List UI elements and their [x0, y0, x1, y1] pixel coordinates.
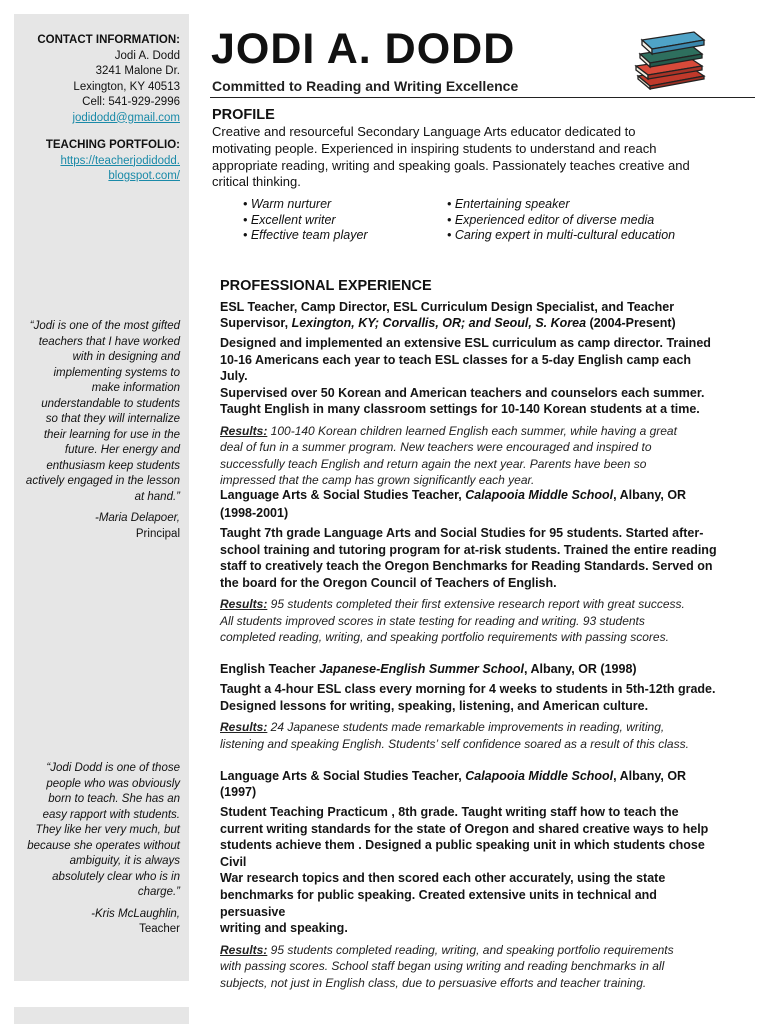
- desc-line: Supervised over 50 Korean and American teachers and counselors each summer.: [220, 385, 705, 400]
- job-results: [220, 423, 720, 489]
- desc-line: Student Teaching Practicum , 8th grade. Taught writing staff how to teach the: [220, 805, 679, 819]
- quote-line: “Jodi Dodd is one of those: [46, 762, 180, 774]
- job-results: [220, 719, 720, 752]
- job-description: [220, 335, 720, 418]
- contact-city: Lexington, KY 40513: [73, 80, 180, 93]
- quote-role: Teacher: [139, 923, 180, 935]
- desc-line: 10-16 Americans each year to teach ESL classes for a 5-day English camp each July.: [220, 352, 692, 384]
- job-entry-1: [220, 299, 720, 489]
- quote-line: their learning for use in the: [43, 428, 180, 441]
- job-dates: (2004-Present): [586, 316, 676, 330]
- quote-author: -Kris McLaughlin,: [91, 907, 180, 920]
- quote-line: charge.”: [137, 886, 180, 898]
- quote-line: They like her very much, but: [35, 824, 180, 836]
- quote-line: actively engaged in the lesson: [25, 475, 180, 487]
- job-location: Lexington, KY; Corvallis, OR; and Seoul, S. Korea: [291, 316, 587, 330]
- job-description: [220, 525, 720, 591]
- job-title-part: Language Arts & Social Studies Teacher,: [220, 488, 466, 502]
- job-location: , Albany, OR (1998): [524, 662, 637, 676]
- job-results: [220, 596, 720, 645]
- job-description: [220, 681, 720, 714]
- quote-line: teachers that I have worked: [38, 335, 180, 348]
- desc-line: school training and tutoring program for at-risk students. Trained the entire reading: [220, 542, 717, 557]
- experience-heading: PROFESSIONAL EXPERIENCE: [220, 278, 432, 294]
- desc-line: staff to creatively teach the Oregon Benchmarks for Reading Standards. Served on: [220, 559, 713, 574]
- list-item: • Caring expert in multi-cultural education: [447, 228, 676, 243]
- results-line: successfully teach English and return again the next year. Parents have been so: [220, 456, 647, 471]
- portfolio-heading: TEACHING PORTFOLIO:: [45, 139, 180, 151]
- results-line: completed reading, writing, and speaking portfolio requirements with passing scores.: [220, 630, 669, 645]
- testimonial-1: [14, 319, 180, 542]
- job-title: [220, 487, 720, 521]
- desc-line: the board for the Oregon Council of Teachers of English.: [220, 575, 557, 590]
- job-description: [220, 804, 720, 937]
- results-line: listening and speaking English. Students’ self confidence soared as a result of this class.: [220, 736, 689, 751]
- contact-cell: Cell: 541-929-2996: [82, 96, 180, 108]
- job-school: Japanese-English Summer School: [319, 662, 525, 676]
- strengths-list-right: [447, 197, 747, 244]
- contact-info: [14, 33, 180, 126]
- quote-line: future. Her energy and: [64, 444, 180, 456]
- desc-line: Taught 7th grade Language Arts and Social Studies for 95 students. Started after-: [220, 526, 704, 540]
- quote-role: Principal: [135, 527, 180, 540]
- job-location: , Albany, OR (1997): [220, 769, 687, 799]
- email-link[interactable]: jodidodd@gmail.com: [72, 111, 180, 124]
- job-results: [220, 942, 720, 991]
- desc-line: students achieve them . Designed a public speaking unit in which students chose Civil: [220, 838, 705, 869]
- contact-heading: CONTACT INFORMATION:: [37, 34, 180, 46]
- job-title: [220, 299, 720, 331]
- results-label: Results:: [220, 942, 268, 957]
- tagline: Committed to Reading and Writing Excellence: [212, 78, 519, 94]
- job-entry-4: [220, 768, 720, 991]
- quote-line: “Jodi is one of the most gifted: [29, 320, 180, 332]
- quote-line: understandable to students: [41, 397, 180, 410]
- results-line: subjects, not just in English class, due to persuasive efforts and teacher training.: [220, 975, 647, 990]
- profile-line: appropriate reading, writing and speaking goals. Passionately teaches creative and: [212, 157, 690, 173]
- profile-line: critical thinking.: [212, 174, 301, 190]
- portfolio-info: [14, 138, 180, 185]
- results-line: 95 students completed their first extensive research report with great success.: [267, 597, 685, 612]
- list-item: • Warm nurturer: [243, 197, 332, 211]
- profile-line: Creative and resourceful Secondary Language Arts educator dedicated to: [212, 124, 636, 139]
- results-line: 24 Japanese students made remarkable improvements in reading, writing,: [267, 720, 665, 735]
- quote-line: so that they will internalize: [45, 413, 180, 425]
- quote-line: absolutely clear who is in: [52, 870, 180, 883]
- job-entry-2: [220, 487, 720, 646]
- books-icon: [632, 26, 708, 90]
- desc-line: benchmarks for public speaking. Created extensive units in technical and persuasive: [220, 887, 657, 919]
- job-school: Calapooia Middle School: [465, 769, 614, 783]
- quote-line: ambiguity, it is always: [69, 855, 180, 867]
- job-dates: (1998-2001): [220, 506, 289, 520]
- job-title-part: Supervisor,: [220, 316, 292, 330]
- profile-line: motivating people. Experienced in inspiring students to understand and reach: [212, 140, 657, 156]
- results-label: Results:: [220, 720, 268, 735]
- results-label: Results:: [220, 423, 268, 438]
- quote-line: easy rapport with students.: [42, 808, 180, 821]
- results-line: 100-140 Korean children learned English each summer, while having a great: [267, 423, 677, 438]
- quote-line: enthusiasm keep students: [46, 459, 180, 472]
- contact-name: Jodi A. Dodd: [114, 49, 180, 62]
- sidebar-panel-footer: [14, 1007, 189, 1024]
- desc-line: War research topics and then scored each other accurately, using the state: [220, 871, 666, 886]
- job-title-line: ESL Teacher, Camp Director, ESL Curriculum Design Specialist, and Teacher: [220, 300, 675, 314]
- quote-author: -Maria Delapoer,: [94, 512, 180, 524]
- job-school: Calapooia Middle School: [465, 488, 614, 502]
- results-line: with passing scores. School staff began using writing and reading benchmarks in all: [220, 959, 665, 974]
- quote-line: implementing systems to: [53, 366, 180, 379]
- list-item: • Excellent writer: [243, 212, 336, 227]
- desc-line: writing and speaking.: [220, 921, 348, 936]
- profile-summary: [212, 124, 732, 191]
- job-location: , Albany, OR: [613, 488, 687, 502]
- results-line: impressed that the camp has grown significantly each year.: [220, 473, 535, 488]
- quote-line: with in designing and: [72, 351, 180, 363]
- strengths-list-left: [243, 197, 438, 244]
- job-entry-3: [220, 661, 720, 752]
- resume-name: JODI A. DODD: [211, 25, 516, 73]
- contact-street: 3241 Malone Dr.: [95, 65, 180, 77]
- desc-line: Designed and implemented an extensive ESL curriculum as camp director. Trained: [220, 336, 711, 350]
- testimonial-2: [14, 761, 180, 938]
- results-label: Results:: [220, 597, 268, 612]
- desc-line: current writing standards for the state of Oregon and shared creative ways to help: [220, 821, 709, 836]
- job-title-part: Language Arts & Social Studies Teacher,: [220, 769, 466, 783]
- quote-line: because she operates without: [27, 839, 180, 852]
- header-rule: [210, 97, 755, 98]
- desc-line: Taught English in many classroom settings for 10-140 Korean students at a time.: [220, 402, 700, 417]
- job-title: [220, 661, 720, 677]
- job-title-part: English Teacher: [220, 662, 320, 676]
- results-line: deal of fun in a summer program. New teachers were encouraged and inspired to: [220, 440, 652, 455]
- quote-line: make information: [91, 382, 180, 394]
- list-item: • Entertaining speaker: [447, 197, 570, 211]
- list-item: • Effective team player: [243, 228, 368, 243]
- quote-line: born to teach. She has an: [48, 793, 180, 805]
- portfolio-link-line1[interactable]: https://teacherjodidodd.: [60, 154, 180, 167]
- results-line: All students improved scores in state testing for reading and writing. 93 students: [220, 613, 645, 628]
- quote-line: at hand.”: [134, 490, 180, 503]
- desc-line: Designed lessons for writing, speaking, listening, and American culture.: [220, 698, 649, 713]
- desc-line: Taught a 4-hour ESL class every morning for 4 weeks to students in 5th-12th grade.: [220, 682, 716, 696]
- profile-heading: PROFILE: [212, 107, 275, 123]
- results-line: 95 students completed reading, writing, and speaking portfolio requirements: [267, 942, 674, 957]
- portfolio-link-line2[interactable]: blogspot.com/: [108, 170, 180, 182]
- list-item: • Experienced editor of diverse media: [447, 212, 655, 227]
- job-title: [220, 768, 720, 800]
- quote-line: people who was obviously: [46, 777, 180, 790]
